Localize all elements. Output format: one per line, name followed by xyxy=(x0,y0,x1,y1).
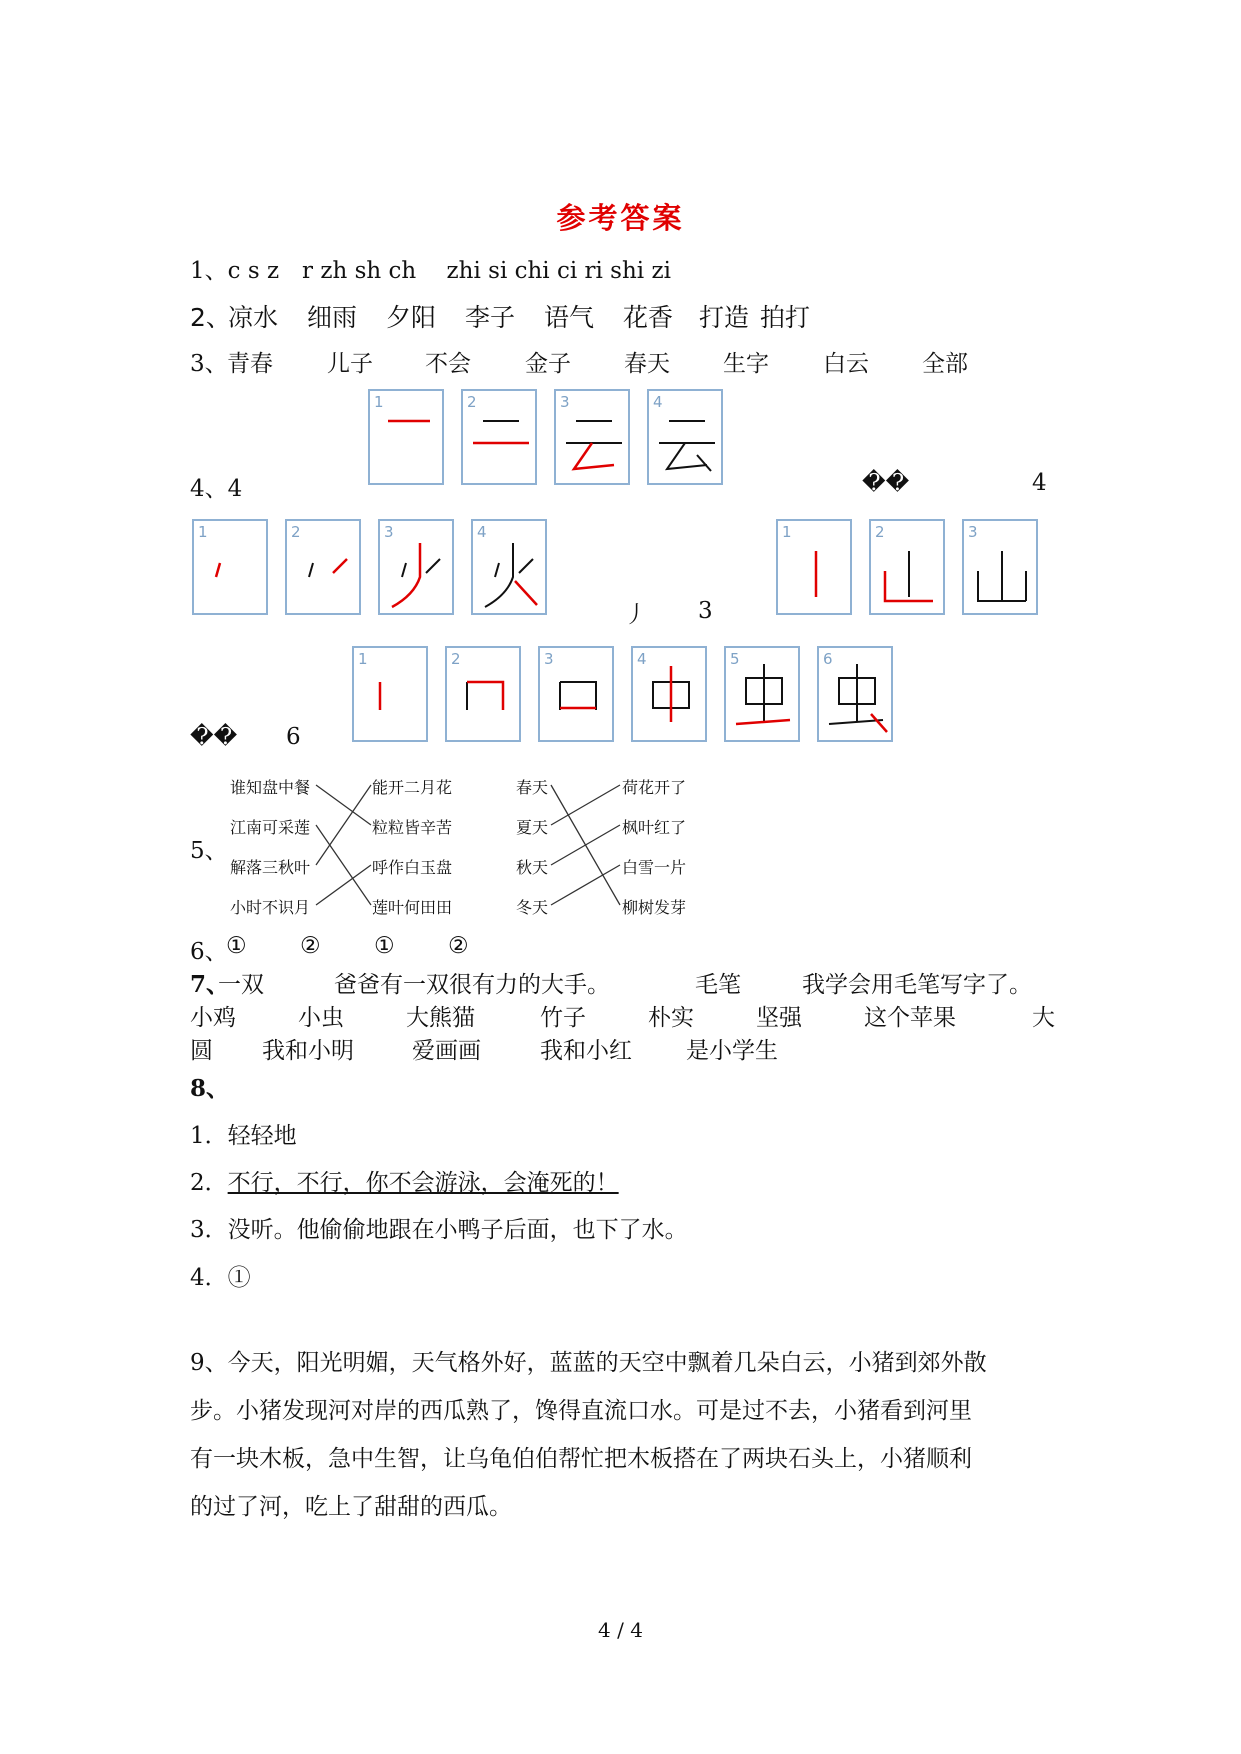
answer-5-prefix: 5、 xyxy=(190,838,228,864)
stroke-box-chong-1: 1 xyxy=(352,646,428,742)
answer-7-item: 爸爸有一双很有力的大手。 xyxy=(334,972,610,998)
answer-4-num-c: 6 xyxy=(286,724,301,750)
answer-2-item: 拍打 xyxy=(760,303,811,332)
stroke-box-chong-6: 6 xyxy=(817,646,893,742)
stroke-box-yun-2: 2 xyxy=(461,389,537,485)
answer-2-item: 语气 xyxy=(544,303,595,332)
answer-7-prefix: 7、 xyxy=(190,971,230,998)
answer-6-prefix: 6、 xyxy=(190,939,228,965)
answer-7-item: 坚强 xyxy=(756,1005,802,1031)
stroke-box-chong-4: 4 xyxy=(631,646,707,742)
answer-4-garbled-b: �� xyxy=(190,724,238,750)
answer-7-item: 我学会用毛笔写字了。 xyxy=(802,972,1032,998)
match-right2-item: 柳树发芽 xyxy=(622,898,687,917)
stroke-box-shan-1: 1 xyxy=(776,519,852,615)
match-right1-item: 夏天 xyxy=(516,818,549,837)
answer-3-item: 春天 xyxy=(624,351,670,377)
answer-7-item: 朴实 xyxy=(648,1005,694,1031)
match-left1-item: 解落三秋叶 xyxy=(230,858,311,877)
answer-8-4: 4．① xyxy=(190,1265,251,1291)
answer-7-row1 xyxy=(190,966,1090,996)
answer-8-2-text: 不行，不行，你不会游泳，会淹死的！ xyxy=(227,1170,619,1196)
stroke-box-chong-3: 3 xyxy=(538,646,614,742)
answer-2-item: 李子 xyxy=(465,303,516,332)
answer-7-item: 这个苹果 xyxy=(864,1005,956,1031)
stroke-box-chong-2: 2 xyxy=(445,646,521,742)
match-right1-item: 春天 xyxy=(516,778,549,797)
stroke-box-huo-2: 2 xyxy=(285,519,361,615)
match-right1-item: 秋天 xyxy=(516,858,549,877)
answer-4-garbled-a: �� xyxy=(862,470,910,496)
answer-3-item: 青春 xyxy=(227,351,273,377)
answer-7-item: 一双 xyxy=(218,972,264,998)
answer-7-item: 小鸡 xyxy=(190,1005,236,1031)
answer-7-item: 是小学生 xyxy=(686,1038,778,1064)
answer-9-line: 9、今天，阳光明媚，天气格外好，蓝蓝的天空中飘着几朵白云，小猪到郊外散 xyxy=(190,1350,987,1376)
stroke-box-huo-1: 1 xyxy=(192,519,268,615)
answer-7-item: 爱画画 xyxy=(412,1038,481,1064)
match-right2-item: 荷花开了 xyxy=(622,778,687,797)
answer-8-2-number: 2． xyxy=(190,1170,228,1196)
answer-9-line: 的过了河，吃上了甜甜的西瓜。 xyxy=(190,1494,512,1520)
answer-6-item: ② xyxy=(448,933,469,959)
match-left1-item: 江南可采莲 xyxy=(230,818,311,837)
answer-2-item: 夕阳 xyxy=(386,303,437,332)
answer-3-item: 金子 xyxy=(525,351,571,377)
match-right2-item: 白雪一片 xyxy=(622,858,687,877)
answer-7-item: 小虫 xyxy=(298,1005,344,1031)
answer-3-item: 儿子 xyxy=(327,351,373,377)
answer-8-1: 1．轻轻地 xyxy=(190,1123,297,1149)
answer-7-item: 竹子 xyxy=(540,1005,586,1031)
answer-7-item: 大熊猫 xyxy=(406,1005,475,1031)
page-number: 4 / 4 xyxy=(598,1618,643,1642)
answer-6-item: ① xyxy=(226,933,247,959)
answer-2-item: 花香 xyxy=(623,303,674,332)
stroke-box-huo-3: 3 xyxy=(378,519,454,615)
answer-2 xyxy=(190,298,1090,332)
answer-7-row2 xyxy=(190,999,1090,1029)
answer-2-item: 凉水 xyxy=(228,303,279,332)
matching-lines xyxy=(0,760,1241,930)
match-left2-item: 粒粒皆辛苦 xyxy=(372,818,453,837)
match-left2-item: 呼作白玉盘 xyxy=(372,858,453,877)
answer-7-row3 xyxy=(190,1032,1090,1062)
stroke-box-yun-3: 3 xyxy=(554,389,630,485)
answer-6-item: ① xyxy=(374,933,395,959)
answer-8-3: 3．没听。他偷偷地跟在小鸭子后面，也下了水。 xyxy=(190,1217,688,1243)
answer-2-prefix: 2、 xyxy=(190,303,231,332)
answer-8-2 xyxy=(190,1164,619,1197)
answer-3-item: 生字 xyxy=(723,351,769,377)
answer-4-num-b: 3 xyxy=(698,598,713,624)
match-left1-item: 小时不识月 xyxy=(230,898,311,917)
stroke-box-shan-3: 3 xyxy=(962,519,1038,615)
answer-7-item: 我和小明 xyxy=(262,1038,354,1064)
match-right1-item: 冬天 xyxy=(516,898,549,917)
answer-3 xyxy=(190,345,1090,377)
answer-1: 1、c s z r zh sh ch zhi si chi ci ri shi zi xyxy=(190,258,671,284)
stroke-box-yun-1: 1 xyxy=(368,389,444,485)
answer-6-item: ② xyxy=(300,933,321,959)
stroke-box-shan-2: 2 xyxy=(869,519,945,615)
answer-3-item: 白云 xyxy=(823,351,869,377)
match-left2-item: 能开二月花 xyxy=(372,778,453,797)
stroke-box-chong-5: 5 xyxy=(724,646,800,742)
answer-7-item: 毛笔 xyxy=(695,972,741,998)
answer-4-num-a: 4 xyxy=(1032,470,1047,496)
answer-9-line: 步。小猪发现河对岸的西瓜熟了，馋得直流口水。可是过不去，小猪看到河里 xyxy=(190,1398,972,1424)
answer-7-item: 大 xyxy=(1032,1005,1055,1031)
match-right2-item: 枫叶红了 xyxy=(622,818,687,837)
match-left1-item: 谁知盘中餐 xyxy=(230,778,311,797)
answer-7-item: 圆 xyxy=(190,1038,213,1064)
stroke-box-huo-4: 4 xyxy=(471,519,547,615)
answer-4-prefix: 4、4 xyxy=(190,476,243,502)
page-title: 参考答案 xyxy=(556,201,685,235)
answer-3-prefix: 3、 xyxy=(190,351,228,377)
stroke-box-yun-4: 4 xyxy=(647,389,723,485)
answer-3-item: 全部 xyxy=(922,351,968,377)
answer-8-prefix: 8、 xyxy=(190,1075,230,1102)
match-left2-item: 莲叶何田田 xyxy=(372,898,453,917)
answer-9-line: 有一块木板，急中生智，让乌龟伯伯帮忙把木板搭在了两块石头上，小猪顺利 xyxy=(190,1446,972,1472)
answer-7-item: 我和小红 xyxy=(540,1038,632,1064)
answer-4-stroke-mark: 丿 xyxy=(624,602,647,628)
answer-3-item: 不会 xyxy=(425,351,471,377)
answer-2-item: 细雨 xyxy=(307,303,358,332)
answer-6 xyxy=(190,933,590,963)
answer-2-item: 打造 xyxy=(699,303,750,332)
